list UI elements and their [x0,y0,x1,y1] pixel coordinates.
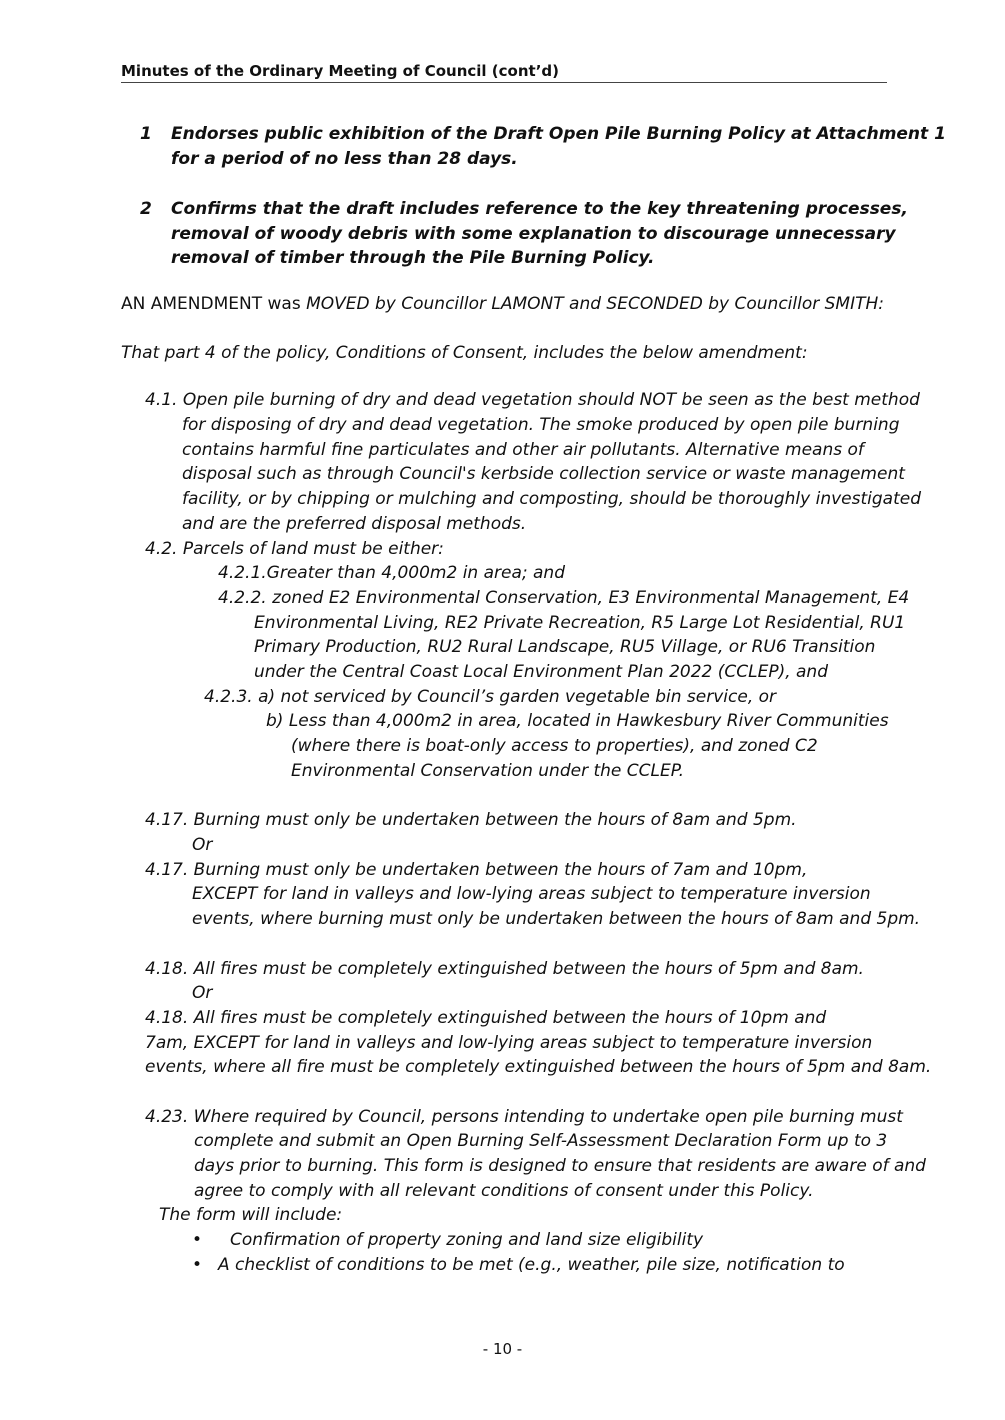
clause-4-18-option-b-line: 4.18. All fires must be completely extinguished between the hours of 10pm and [145,1008,827,1028]
clause-4-1-line: and are the preferred disposal methods. [182,514,527,534]
page-number: - 10 - [482,1340,523,1358]
clause-4-2-2-line: under the Central Coast Local Environment Plan 2022 (CCLEP), and [254,662,828,682]
resolution-line: Confirms that the draft includes reference to the key threatening processes, [171,199,908,219]
amendment-lead: AN AMENDMENT was [121,294,307,314]
amendment-intro: That part 4 of the policy, Conditions of Consent, includes the below amendment: [121,343,808,363]
form-intro: The form will include: [159,1205,343,1225]
clause-4-1-line: contains harmful fine particulates and other air pollutants. Alternative means of [182,440,864,460]
resolution-line: removal of woody debris with some explanation to discourage unnecessary [171,224,896,244]
amendment-moved: MOVED by Councillor LAMONT and SECONDED by Councillor SMITH: [306,294,885,314]
clause-4-18-option-b-line: events, where all fire must be completely extinguished between the hours of 5pm and 8am. [145,1057,932,1077]
bullet-item: Confirmation of property zoning and land size eligibility [230,1230,704,1250]
amendment-line [121,292,884,317]
clause-4-23-line: agree to comply with all relevant conditions of consent under this Policy. [194,1181,814,1201]
clause-4-18-option-a: 4.18. All fires must be completely extinguished between the hours of 5pm and 8am. [145,959,864,979]
resolution-line: removal of timber through the Pile Burning Policy. [171,248,655,268]
clause-4-1-line: 4.1. Open pile burning of dry and dead vegetation should NOT be seen as the best method [145,390,920,410]
or-separator: Or [192,835,213,855]
clause-4-2-1: 4.2.1.Greater than 4,000m2 in area; and [218,563,565,583]
or-separator: Or [192,983,213,1003]
clause-4-2-2-line: Primary Production, RU2 Rural Landscape, RU5 Village, or RU6 Transition [254,637,876,657]
clause-4-1-line: for disposing of dry and dead vegetation. The smoke produced by open pile burning [182,415,900,435]
clause-4-1-line: facility, or by chipping or mulching and composting, should be thoroughly investigated [182,489,921,509]
resolution-line: for a period of no less than 28 days. [171,149,518,169]
clause-4-18-option-b-line: 7am, EXCEPT for land in valleys and low-lying areas subject to temperature inversion [145,1033,873,1053]
page-header: Minutes of the Ordinary Meeting of Council (cont’d) [121,62,887,83]
clause-4-17-option-b-line: events, where burning must only be undertaken between the hours of 8am and 5pm. [192,909,921,929]
clause-4-17-option-a: 4.17. Burning must only be undertaken between the hours of 8am and 5pm. [145,810,797,830]
clause-4-23-line: days prior to burning. This form is designed to ensure that residents are aware of and [194,1156,926,1176]
bullet-dot-icon: • [192,1230,203,1250]
clause-4-17-option-b-line: EXCEPT for land in valleys and low-lying areas subject to temperature inversion [192,884,871,904]
clause-4-2-3-line: 4.2.3. a) not serviced by Council’s garden vegetable bin service, or [204,687,777,707]
clause-4-1-line: disposal such as through Council's kerbside collection service or waste management [182,464,905,484]
resolution-number: 2 [140,199,152,219]
clause-4-23-line: 4.23. Where required by Council, persons intending to undertake open pile burning must [145,1107,903,1127]
clause-4-2: 4.2. Parcels of land must be either: [145,539,444,559]
clause-4-2-3-line: (where there is boat-only access to properties), and zoned C2 [291,736,818,756]
bullet-dot-icon: • [192,1255,203,1275]
resolution-line: Endorses public exhibition of the Draft Open Pile Burning Policy at Attachment 1 [171,124,946,144]
clause-4-2-2-line: 4.2.2. zoned E2 Environmental Conservation, E3 Environmental Management, E4 [218,588,910,608]
clause-4-2-2-line: Environmental Living, RE2 Private Recreation, R5 Large Lot Residential, RU1 [254,613,906,633]
clause-4-2-3-line: b) Less than 4,000m2 in area, located in Hawkesbury River Communities [266,711,889,731]
clause-4-2-3-line: Environmental Conservation under the CCLEP. [291,761,685,781]
clause-4-17-option-b-line: 4.17. Burning must only be undertaken between the hours of 7am and 10pm, [145,860,808,880]
clause-4-23-line: complete and submit an Open Burning Self-Assessment Declaration Form up to 3 [194,1131,888,1151]
bullet-item: A checklist of conditions to be met (e.g., weather, pile size, notification to [218,1255,845,1275]
resolution-number: 1 [140,124,152,144]
